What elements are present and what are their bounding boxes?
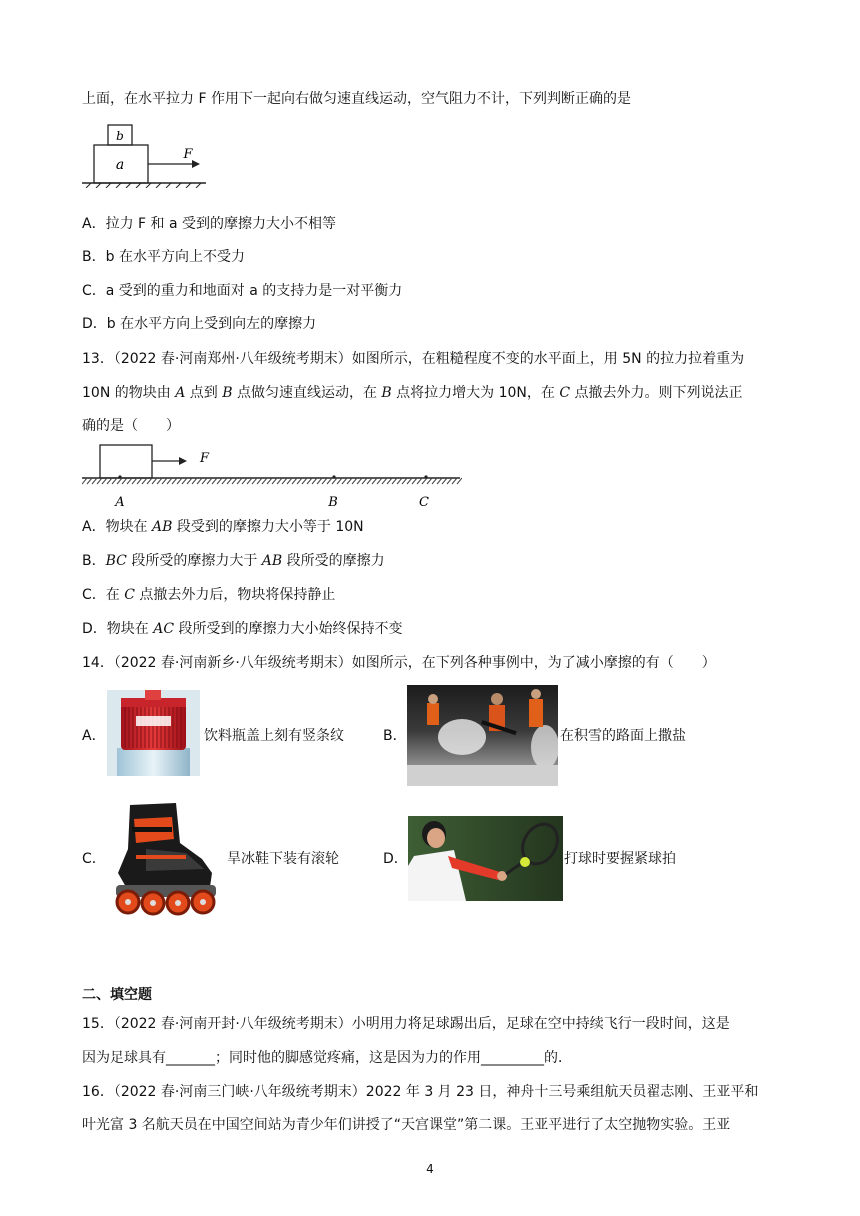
q14-option-c-text: 旱冰鞋下装有滚轮 [227, 851, 339, 867]
label-F: F [183, 147, 193, 162]
label-b: b [116, 129, 124, 143]
q12-option-d: D．b 在水平方向上受到向左的摩擦力 [82, 316, 317, 332]
roller-skate-photo [106, 799, 224, 919]
block [100, 445, 152, 478]
label-F: F [200, 451, 210, 466]
q16-line1: 16．（2022 春·河南三门峡·八年级统考期末）2022 年 3 月 23 日，神舟十三号乘组航天员翟志刚、王亚平和 [82, 1084, 759, 1100]
roller-skate-image [106, 799, 224, 919]
q13-option-a: A．物块在 AB 段受到的摩擦力大小等于 10N [82, 519, 364, 535]
tennis-player-image [408, 816, 563, 901]
q14-option-a-letter: A． [82, 728, 106, 744]
q12-stem-tail: 上面，在水平拉力 F 作用下一起向右做匀速直线运动，空气阻力不计，下列判断正确的是 [82, 91, 631, 107]
point-b-dot [332, 475, 335, 478]
q16-line2: 叶光富 3 名航天员在中国空间站为青少年们讲授了“天宫课堂”第二课。王亚平进行了太空抛物实验。王亚 [82, 1117, 731, 1133]
q13-stem-line2: 10N 的物块由 A 点到 B 点做匀速直线运动，在 B 点将拉力增大为 10N，在 C 点撤去外力。则下列说法正 [82, 385, 743, 401]
q14-option-b-letter: B． [383, 728, 407, 744]
bottle-cap-photo [107, 690, 200, 776]
q13-option-b: B．BC 段所受的摩擦力大于 AB 段所受的摩擦力 [82, 553, 385, 569]
q15-line1: 15．（2022 春·河南开封·八年级统考期末）小明用力将足球踢出后，足球在空中持续飞行一段时间，这是 [82, 1016, 730, 1032]
q14-option-b-text: 在积雪的路面上撒盐 [560, 728, 686, 744]
force-arrowhead [179, 457, 187, 465]
label-B: B [328, 495, 338, 510]
surface-hatching [82, 478, 462, 484]
salting-road-photo [407, 685, 558, 786]
q12-option-c: C．a 受到的重力和地面对 a 的支持力是一对平衡力 [82, 283, 403, 299]
label-C: C [419, 495, 429, 510]
q12-option-b: B．b 在水平方向上不受力 [82, 249, 245, 265]
q13-option-d: D．物块在 AC 段所受到的摩擦力大小始终保持不变 [82, 621, 403, 637]
q13-option-c: C．在 C 点撤去外力后，物块将保持静止 [82, 587, 336, 603]
q12-option-a: A．拉力 F 和 a 受到的摩擦力大小不相等 [82, 216, 337, 232]
force-arrowhead [192, 160, 200, 168]
salting-road-image [407, 685, 558, 786]
q13-track-diagram [82, 440, 462, 514]
tennis-player-photo [408, 816, 563, 901]
q12-block-diagram [82, 122, 212, 188]
bottle-cap-image [107, 690, 200, 776]
q14-option-c-letter: C． [82, 851, 106, 867]
q14-stem: 14．（2022 春·河南新乡·八年级统考期末）如图所示，在下列各种事例中，为了减小摩擦的有（ ） [82, 655, 716, 671]
label-a: a [115, 157, 125, 173]
q14-option-d-text: 打球时要握紧球拍 [564, 851, 676, 867]
page-number: 4 [426, 1162, 434, 1176]
point-a-dot [118, 475, 121, 478]
label-A: A [115, 495, 125, 510]
q13-stem-line3: 确的是（ ） [82, 418, 180, 434]
q14-option-d-letter: D． [383, 851, 408, 867]
q13-stem-line1: 13．（2022 春·河南郑州·八年级统考期末）如图所示，在粗糙程度不变的水平面上，用 5N 的拉力拉着重为 [82, 351, 745, 367]
q14-option-a-text: 饮料瓶盖上刻有竖条纹 [204, 728, 344, 744]
section-title-fill-in-blank: 二、填空题 [82, 987, 152, 1003]
q15-line2: 因为足球具有_______；同时他的脚感觉疼痛，这是因为力的作用_________的． [82, 1050, 572, 1066]
point-c-dot [424, 475, 427, 478]
